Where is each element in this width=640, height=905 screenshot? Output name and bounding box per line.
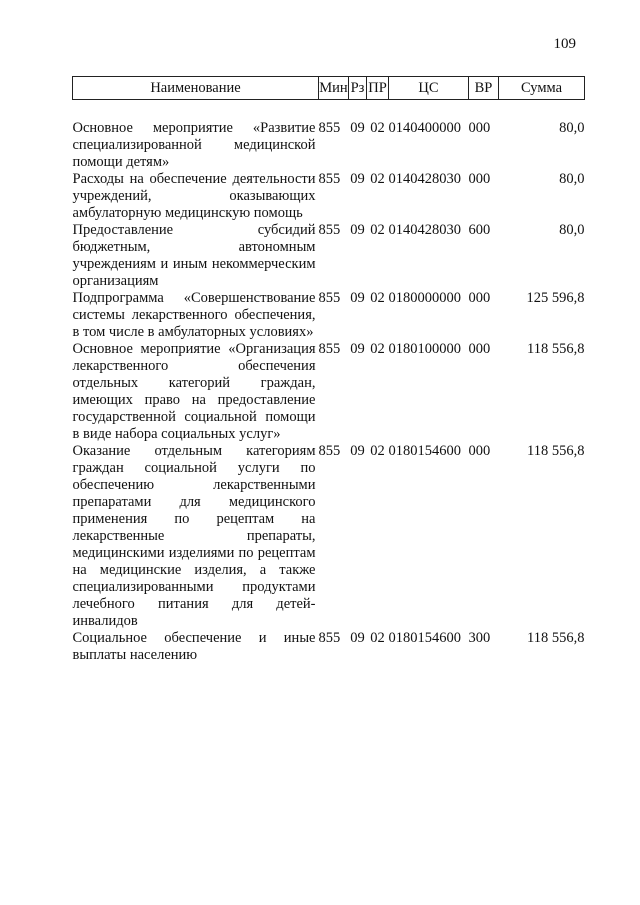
- row-min: 855: [318, 290, 341, 306]
- row-sum: 118 556,8: [527, 341, 585, 357]
- row-sum: 118 556,8: [527, 443, 585, 459]
- row-vr: 000: [468, 171, 491, 187]
- row-name: Основное мероприятие «Развитие специализированной медицинской помощи детям»: [72, 120, 316, 170]
- row-rz: 09: [350, 222, 365, 238]
- row-rz: 09: [350, 443, 365, 459]
- row-sum: 80,0: [559, 222, 585, 238]
- header-rz: Рз: [349, 77, 367, 100]
- row-rz: 09: [350, 290, 365, 306]
- row-min: 855: [318, 120, 341, 136]
- row-name: Подпрограмма «Совершенствование системы лекарственного обеспечения, в том числе в амбулаторных условиях»: [72, 290, 316, 340]
- header-sum: Сумма: [499, 77, 585, 100]
- row-name: Основное мероприятие «Организация лекарственного обеспечения отдельных категорий граждан, имеющих право на предоставление государственной социальной помощи в виде набора социальных услуг»: [72, 341, 316, 442]
- row-sum: 118 556,8: [527, 630, 585, 646]
- header-vr: ВР: [469, 77, 499, 100]
- row-vr: 600: [468, 222, 491, 238]
- row-pr: 02: [370, 120, 385, 136]
- header-spacer: [73, 100, 585, 121]
- row-cs: 0180000000: [388, 290, 461, 306]
- row-sum: 80,0: [559, 171, 585, 187]
- row-cs: 0180100000: [388, 341, 461, 357]
- header-pr: ПР: [367, 77, 389, 100]
- row-pr: 02: [370, 171, 385, 187]
- row-vr: 000: [468, 120, 491, 136]
- row-pr: 02: [370, 341, 385, 357]
- table-row: [73, 630, 585, 664]
- row-rz: 09: [350, 120, 365, 136]
- row-vr: 000: [468, 443, 491, 459]
- table-row: [73, 341, 585, 443]
- row-min: 855: [318, 171, 341, 187]
- row-pr: 02: [370, 290, 385, 306]
- row-vr: 000: [468, 290, 491, 306]
- page-number: 109: [553, 36, 576, 52]
- row-min: 855: [318, 222, 341, 238]
- row-name: Социальное обеспечение и иные выплаты населению: [72, 630, 316, 663]
- row-cs: 0180154600: [388, 443, 461, 459]
- header-name: Наименование: [73, 77, 319, 100]
- row-cs: 0140428030: [388, 222, 461, 238]
- table-header-row: [73, 77, 585, 100]
- row-vr: 300: [468, 630, 491, 646]
- table-row: [73, 290, 585, 341]
- table-row: [73, 222, 585, 290]
- row-cs: 0140428030: [388, 171, 461, 187]
- row-pr: 02: [370, 630, 385, 646]
- row-vr: 000: [468, 341, 491, 357]
- row-min: 855: [318, 341, 341, 357]
- header-min: Мин: [319, 77, 349, 100]
- table-row: [73, 120, 585, 171]
- row-pr: 02: [370, 222, 385, 238]
- table-row: [73, 171, 585, 222]
- table-row: [73, 443, 585, 630]
- row-cs: 0140400000: [388, 120, 461, 136]
- row-min: 855: [318, 630, 341, 646]
- row-name: Расходы на обеспечение деятельности учреждений, оказывающих амбулаторную медицинскую помощь: [72, 171, 316, 221]
- budget-table: [72, 76, 585, 664]
- row-rz: 09: [350, 171, 365, 187]
- row-rz: 09: [350, 630, 365, 646]
- row-sum: 125 596,8: [526, 290, 585, 306]
- row-sum: 80,0: [559, 120, 585, 136]
- row-name: Оказание отдельным категориям граждан социальной услуги по обеспечению лекарственными препаратами для медицинского применения по рецептам на лекарственные препараты, медицинскими изделиями по рецептам на медицинские изделия, а также специализированными продуктами лечебного питания для детей-инвалидов: [72, 443, 316, 629]
- row-cs: 0180154600: [388, 630, 461, 646]
- row-min: 855: [318, 443, 341, 459]
- row-rz: 09: [350, 341, 365, 357]
- row-pr: 02: [370, 443, 385, 459]
- row-name: Предоставление субсидий бюджетным, автономным учреждениям и иным некоммерческим организациям: [72, 222, 316, 289]
- header-cs: ЦС: [389, 77, 469, 100]
